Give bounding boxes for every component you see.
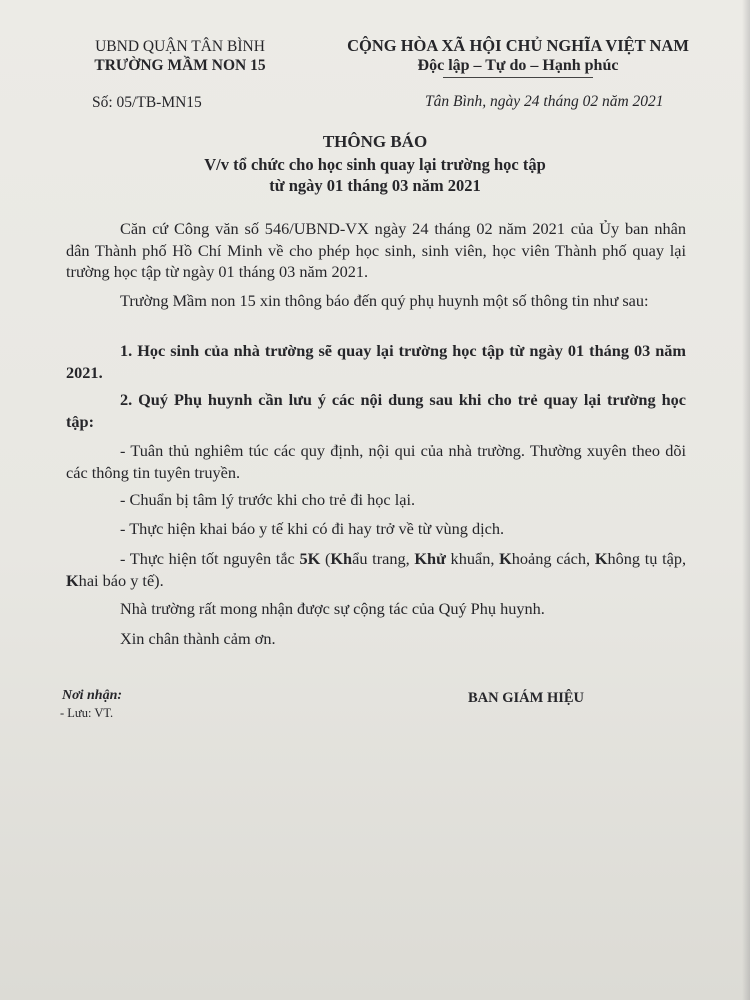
text-run-bold: K	[499, 549, 512, 568]
text-run: ẩu trang,	[352, 549, 415, 568]
recipient-item: - Lưu: VT.	[60, 706, 114, 720]
district-name: UBND QUẬN TÂN BÌNH	[95, 38, 265, 55]
note-5k-principle	[66, 548, 686, 591]
document-number: Số: 05/TB-MN15	[92, 94, 202, 111]
paragraph-legal-basis: Căn cứ Công văn số 546/UBND-VX ngày 24 tháng 02 năm 2021 của Ủy ban nhân dân Thành phố Hồ Chí Minh về cho phép học sinh, sinh viên, học viên Thành phố quay lại trường học tập từ ngày 01 tháng 03 năm 2021.	[66, 219, 686, 281]
text-run: hông tụ tập,	[607, 549, 687, 568]
document-title: THÔNG BÁO	[322, 132, 428, 151]
text-run-bold: 5K	[299, 549, 321, 568]
subject-line-2: từ ngày 01 tháng 03 năm 2021	[269, 176, 481, 195]
text-run: hai báo y tế).	[78, 570, 164, 590]
national-header	[318, 36, 718, 78]
issuer-header	[60, 37, 300, 75]
issue-date: Tân Bình, ngày 24 tháng 02 năm 2021	[425, 93, 664, 110]
subject-line-1: V/v tổ chức cho học sinh quay lại trường học tập	[204, 155, 546, 174]
item-2-parent-notes: 2. Quý Phụ huynh cần lưu ý các nội dung sau khi cho trẻ quay lại trường học tập:	[66, 390, 686, 431]
note-follow-rules: - Tuân thủ nghiêm túc các quy định, nội qui của nhà trường. Thường xuyên theo dõi các thông tin tuyên truyền.	[66, 441, 686, 482]
recipients-label: Nơi nhận:	[62, 688, 123, 703]
document-subject	[0, 154, 750, 196]
note-prepare-child: - Chuẩn bị tâm lý trước khi cho trẻ đi học lại.	[120, 490, 416, 509]
motto-underline	[443, 77, 593, 78]
item-1-return-date: 1. Học sinh của nhà trường sẽ quay lại trường học tập từ ngày 01 tháng 03 năm 2021.	[66, 341, 686, 382]
text-run-bold: Kh	[330, 549, 353, 568]
note-health-declaration: - Thực hiện khai báo y tế khi có đi hay trở về từ vùng dịch.	[120, 519, 505, 538]
paragraph-thanks: Xin chân thành cảm ơn.	[120, 629, 276, 648]
paragraph-intro: Trường Mầm non 15 xin thông báo đến quý phụ huynh một số thông tin như sau:	[120, 291, 649, 310]
signer-title: BAN GIÁM HIỆU	[468, 690, 585, 706]
text-run: - Thực hiện tốt nguyên tắc	[120, 549, 300, 568]
paragraph-closing-request: Nhà trường rất mong nhận được sự cộng tác của Quý Phụ huynh.	[120, 599, 545, 618]
national-motto: Độc lập – Tự do – Hạnh phúc	[417, 57, 619, 74]
text-run: hoảng cách,	[511, 549, 595, 568]
text-run-bold: K	[594, 549, 608, 568]
text-run-bold: K	[66, 570, 79, 590]
text-run: khuẩn,	[445, 549, 500, 568]
text-run: (	[320, 549, 331, 568]
nation-name: CỘNG HÒA XÃ HỘI CHỦ NGHĨA VIỆT NAM	[347, 36, 689, 55]
school-name: TRƯỜNG MẦM NON 15	[94, 57, 266, 74]
text-run-bold: Khử	[414, 549, 446, 568]
